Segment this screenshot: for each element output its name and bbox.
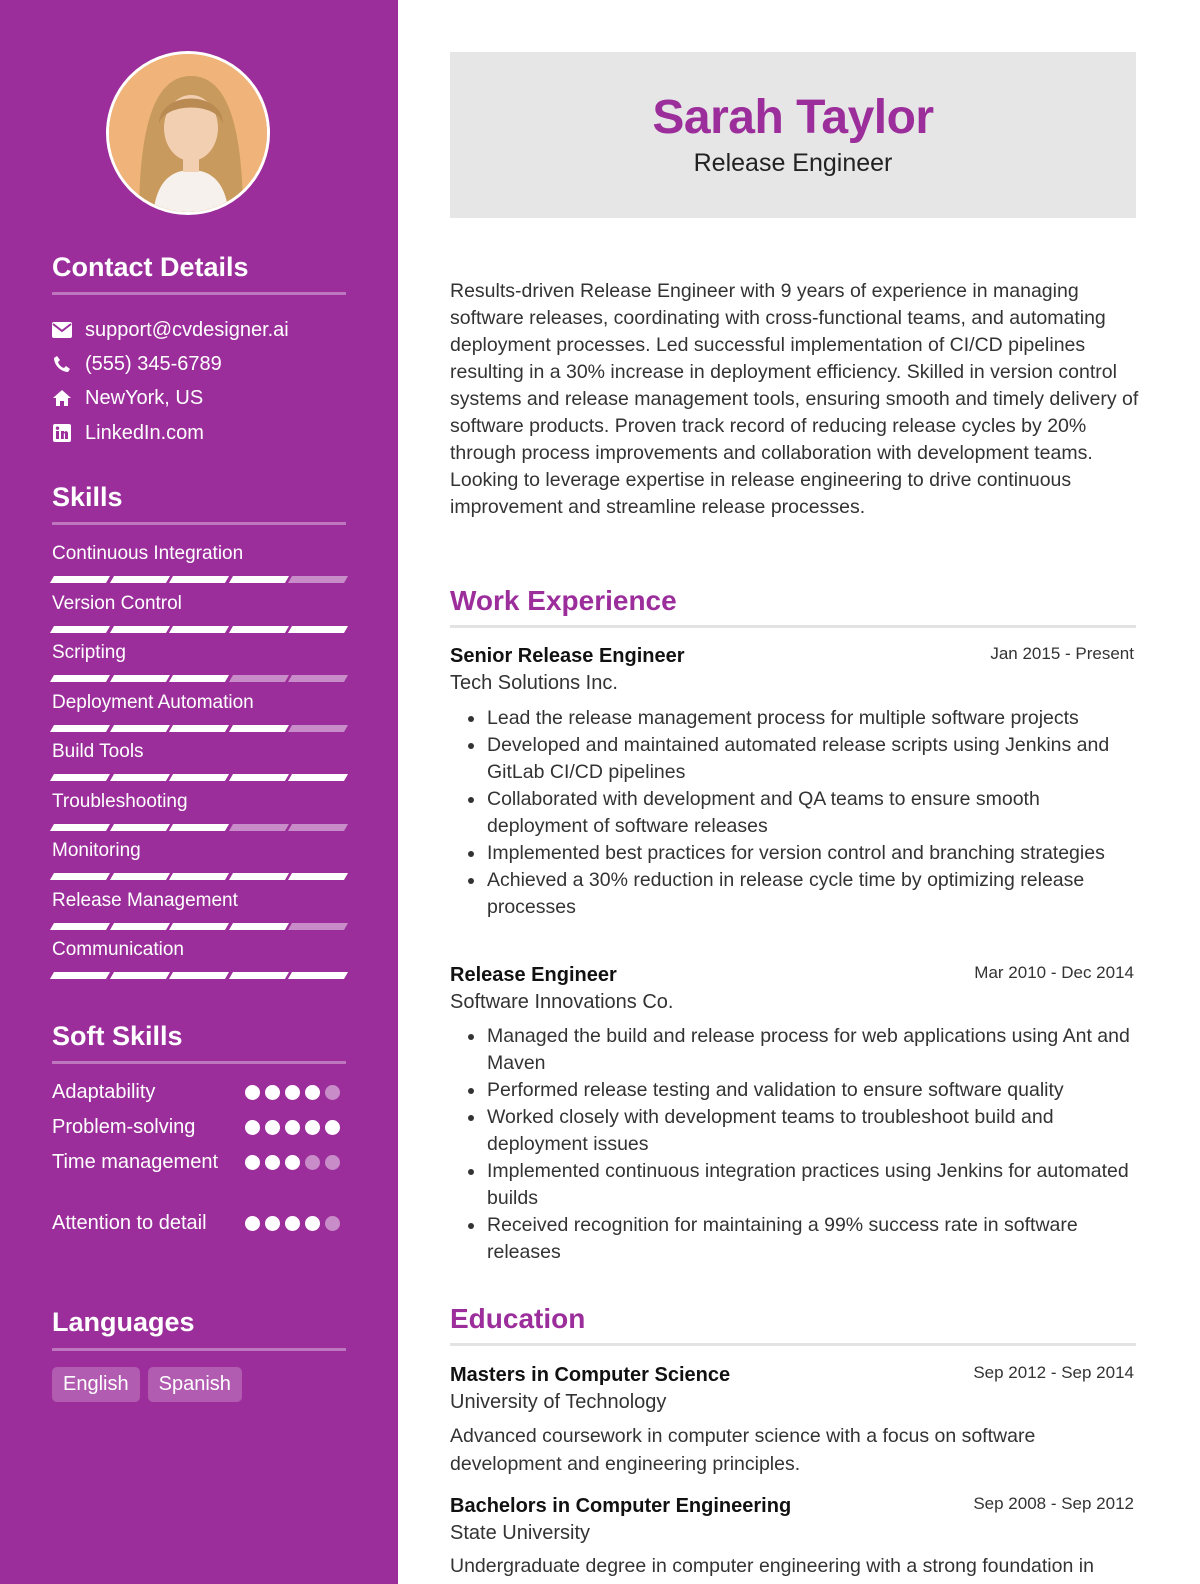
divider [450, 625, 1136, 628]
languages-list [52, 1367, 242, 1402]
skill-level-bar [52, 824, 346, 831]
skill-level-segment [50, 725, 110, 732]
divider [450, 1343, 1136, 1346]
list-item: Performed release testing and validation to ensure software quality [468, 1077, 1136, 1104]
skill-level-segment [229, 972, 289, 979]
skill-level-segment [110, 972, 170, 979]
phone-icon [52, 354, 72, 374]
soft-skill-rating [245, 1120, 340, 1135]
skill-level-segment [229, 576, 289, 583]
degree-date: Sep 2008 - Sep 2012 [973, 1494, 1134, 1513]
sidebar [0, 0, 398, 1584]
rating-dot [305, 1155, 320, 1170]
rating-dot [325, 1085, 340, 1100]
school-name: State University [450, 1522, 591, 1544]
rating-dot [265, 1216, 280, 1231]
skill-level-segment [50, 923, 110, 930]
soft-skills-title: Soft Skills [52, 1021, 183, 1051]
skill-level-segment [288, 725, 348, 732]
skill-level-bar [52, 626, 346, 633]
contact-location [52, 384, 203, 412]
skill-level-segment [169, 972, 229, 979]
skill-level-segment [288, 824, 348, 831]
job-bullets [468, 705, 1136, 921]
skill-level-segment [288, 972, 348, 979]
soft-skill-label: Time management [52, 1151, 218, 1173]
job-company: Software Innovations Co. [450, 991, 674, 1013]
degree-description: Undergraduate degree in computer engineering with a strong foundation in [450, 1555, 1094, 1577]
skill-label: Version Control [52, 592, 182, 614]
location-text: NewYork, US [85, 386, 204, 409]
divider [52, 522, 346, 525]
list-item: Received recognition for maintaining a 99% success rate in software releases [468, 1212, 1136, 1266]
skill-level-bar [52, 675, 346, 682]
divider [52, 1348, 346, 1351]
rating-dot [285, 1155, 300, 1170]
email-text: support@cvdesigner.ai [85, 318, 289, 341]
skill-level-segment [288, 923, 348, 930]
skill-level-segment [169, 923, 229, 930]
skill-level-segment [288, 675, 348, 682]
soft-skill-label: Attention to detail [52, 1212, 207, 1234]
rating-dot [285, 1120, 300, 1135]
skill-level-segment [229, 626, 289, 633]
skill-level-segment [110, 626, 170, 633]
skill-label: Communication [52, 939, 184, 960]
rating-dot [285, 1085, 300, 1100]
rating-dot [305, 1216, 320, 1231]
language-pill: English [52, 1367, 140, 1402]
rating-dot [265, 1085, 280, 1100]
skill-label: Continuous Integration [52, 543, 244, 564]
linkedin-text: LinkedIn.com [85, 421, 204, 444]
skill-label: Troubleshooting [52, 790, 188, 812]
skill-level-segment [50, 972, 110, 979]
divider [52, 292, 346, 295]
skill-level-segment [229, 873, 289, 880]
list-item: Managed the build and release process for web applications using Ant and Maven [468, 1023, 1136, 1077]
skill-level-segment [169, 626, 229, 633]
job-date: Jan 2015 - Present [990, 644, 1134, 663]
skill-level-segment [50, 675, 110, 682]
language-pill: Spanish [148, 1367, 242, 1402]
candidate-role: Release Engineer [693, 149, 893, 177]
skill-level-segment [110, 725, 170, 732]
skill-level-segment [110, 873, 170, 880]
header [450, 52, 1136, 218]
degree-date: Sep 2012 - Sep 2014 [973, 1363, 1134, 1382]
contact-linkedin[interactable] [52, 419, 204, 447]
job-company: Tech Solutions Inc. [450, 672, 618, 694]
rating-dot [305, 1120, 320, 1135]
skill-level-segment [50, 774, 110, 781]
skill-level-segment [229, 923, 289, 930]
skill-level-bar [52, 774, 346, 781]
skill-level-segment [169, 774, 229, 781]
skill-level-segment [110, 923, 170, 930]
skill-level-segment [50, 824, 110, 831]
envelope-icon [52, 320, 72, 340]
divider [52, 1061, 346, 1064]
skill-level-segment [110, 774, 170, 781]
summary: Results-driven Release Engineer with 9 years of experience in managing software releases, coordinating with cross-functional teams, and automating deployment processes. Led successful implementation of CI/CD pipelines resulting in a 30% increase in deployment efficiency. Skilled in version control systems and release management tools, ensuring smooth and timely delivery of software products. Proven track record of reducing release cycles by 20% through process improvements and collaboration with development teams. Looking to leverage expertise in release engineering to drive continuous improvement and streamline release processes. [450, 280, 1139, 518]
soft-skill-label: Adaptability [52, 1081, 156, 1103]
skill-level-segment [50, 626, 110, 633]
degree-title: Bachelors in Computer Engineering [450, 1495, 792, 1517]
list-item: Implemented best practices for version control and branching strategies [468, 840, 1136, 867]
skill-level-segment [229, 725, 289, 732]
soft-skill-rating [245, 1155, 340, 1170]
skill-level-segment [50, 873, 110, 880]
rating-dot [245, 1216, 260, 1231]
skill-label: Scripting [52, 642, 126, 663]
languages-title: Languages [52, 1307, 195, 1337]
job-title: Release Engineer [450, 964, 617, 986]
contact-email[interactable] [52, 316, 289, 344]
contact-title: Contact Details [52, 252, 249, 282]
skill-level-segment [288, 873, 348, 880]
education-title: Education [450, 1303, 586, 1334]
skill-level-segment [288, 576, 348, 583]
rating-dot [245, 1155, 260, 1170]
job-bullets [468, 1023, 1136, 1266]
skill-level-segment [229, 675, 289, 682]
skill-level-segment [110, 576, 170, 583]
skill-label: Build Tools [52, 741, 144, 762]
skill-level-segment [110, 675, 170, 682]
profile-photo [106, 51, 270, 215]
soft-skill-label: Problem-solving [52, 1116, 196, 1138]
rating-dot [325, 1216, 340, 1231]
candidate-name: Sarah Taylor [652, 91, 934, 144]
skill-label: Release Management [52, 889, 238, 911]
skill-level-bar [52, 923, 346, 930]
rating-dot [305, 1085, 320, 1100]
list-item: Lead the release management process for multiple software projects [468, 705, 1136, 732]
home-icon [52, 388, 72, 408]
skill-level-segment [169, 675, 229, 682]
rating-dot [285, 1216, 300, 1231]
list-item: Worked closely with development teams to troubleshoot build and deployment issues [468, 1104, 1136, 1158]
rating-dot [265, 1155, 280, 1170]
skill-level-bar [52, 873, 346, 880]
skill-level-segment [169, 824, 229, 831]
skill-level-bar [52, 972, 346, 979]
skill-level-segment [50, 576, 110, 583]
skill-label: Monitoring [52, 840, 141, 861]
skill-level-segment [229, 774, 289, 781]
degree-description: Advanced coursework in computer science with a focus on software development and engineering principles. [450, 1425, 1036, 1475]
school-name: University of Technology [450, 1391, 667, 1413]
skill-level-segment [288, 626, 348, 633]
skill-level-segment [169, 873, 229, 880]
job-title: Senior Release Engineer [450, 645, 685, 667]
work-title: Work Experience [450, 585, 677, 616]
job-date: Mar 2010 - Dec 2014 [974, 963, 1134, 982]
skill-level-bar [52, 576, 346, 583]
list-item: Implemented continuous integration practices using Jenkins for automated builds [468, 1158, 1136, 1212]
skill-level-segment [169, 725, 229, 732]
rating-dot [245, 1120, 260, 1135]
skill-level-segment [110, 824, 170, 831]
contact-phone[interactable] [52, 350, 222, 378]
skill-level-segment [229, 824, 289, 831]
skill-label: Deployment Automation [52, 691, 254, 713]
rating-dot [325, 1120, 340, 1135]
skill-level-segment [288, 774, 348, 781]
list-item: Developed and maintained automated release scripts using Jenkins and GitLab CI/CD pipelines [468, 732, 1136, 786]
rating-dot [265, 1120, 280, 1135]
linkedin-icon [52, 423, 72, 443]
soft-skill-rating [245, 1085, 340, 1100]
rating-dot [245, 1085, 260, 1100]
soft-skill-rating [245, 1216, 340, 1231]
rating-dot [325, 1155, 340, 1170]
phone-text: (555) 345-6789 [85, 352, 222, 375]
skills-title: Skills [52, 482, 123, 512]
degree-title: Masters in Computer Science [450, 1364, 731, 1386]
skill-level-bar [52, 725, 346, 732]
skill-level-segment [169, 576, 229, 583]
list-item: Achieved a 30% reduction in release cycle time by optimizing release processes [468, 867, 1136, 921]
list-item: Collaborated with development and QA teams to ensure smooth deployment of software releases [468, 786, 1136, 840]
